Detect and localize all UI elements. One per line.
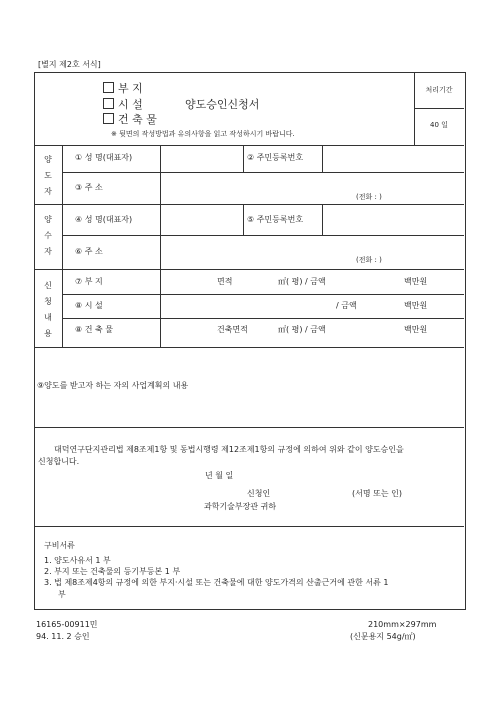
transferor-reg-label: ② 주민등록번호 [247,153,304,162]
building-row-field[interactable] [161,319,463,346]
site-money: 백만원 [404,277,428,286]
checkbox-building[interactable] [103,113,114,124]
form-title: 양도승인신청서 [185,98,260,111]
title-note: ※ 뒷면의 작성방법과 유의사항을 읽고 작성하시기 바랍니다. [111,130,295,138]
transferee-phone: (전화 : ) [356,256,382,264]
business-plan-field[interactable] [35,348,463,426]
transferee-name-field[interactable] [161,205,242,234]
title-option-site: 부 지 [103,82,143,95]
facility-money: 백만원 [404,301,428,310]
footer-paper-size: 210mm×297mm [368,620,437,629]
title-option-building: 건 축 물 [103,113,157,126]
transferee-section-label: 양 수 자 [44,215,52,256]
document-item-1: 1. 양도사유서 1 부 [44,556,111,565]
recipient: 과학기술부장관 귀하 [204,502,277,511]
building-money: 백만원 [404,325,428,334]
building-row-label: ⑧ 건 축 물 [75,325,113,334]
statement-line1: 대덕연구단지관리법 제8조제1항 및 동법시행령 제12조제1항의 규정에 의하여 위와 같이 양도승인을 [54,445,404,454]
documents-heading: 구비서류 [44,541,75,550]
site-area-label: 면적 [217,277,233,286]
business-plan-label: ⑨양도를 받고자 하는 자의 사업계획의 내용 [37,381,189,390]
title-option-facility: 시 설 [103,98,143,111]
facility-row-field[interactable] [161,295,463,317]
building-area-label: 건축면적 [217,325,248,334]
transferee-name-label: ④ 성 명(대표자) [75,215,133,224]
footer-form-number: 16165-00911민 [36,620,98,629]
statement-date: 년 월 일 [205,471,234,480]
site-row-label: ⑦ 부 지 [75,277,103,286]
applicant-label: 신청인 [247,489,271,498]
transferor-section-label: 양 도 자 [44,155,52,196]
facility-row-label: ⑧ 시 설 [75,301,103,310]
transferee-reg-field[interactable] [323,205,463,234]
site-unit: ㎡( 평) / 금액 [278,277,326,286]
facility-unit: / 금액 [336,301,357,310]
form-code: [별지 제2호 서식] [38,60,101,69]
application-section-label: 신 청 내 용 [44,281,52,338]
transferor-phone: (전화 : ) [356,193,382,201]
signature-label: (서명 또는 인) [352,489,402,498]
checkbox-site[interactable] [103,82,114,93]
document-item-3-cont: 부 [58,590,66,599]
processing-label: 처리기간 [425,86,453,94]
transferor-address-field[interactable] [161,173,463,203]
transferor-name-field[interactable] [161,146,242,171]
checkbox-facility[interactable] [103,98,114,109]
transferor-reg-field[interactable] [323,146,463,171]
footer-paper-type: (신문용지 54g/㎡) [350,632,416,641]
footer-approval: 94. 11. 2 승인 [36,632,90,641]
transferee-address-field[interactable] [161,236,463,268]
transferor-address-label: ③ 주 소 [75,183,103,192]
transferee-address-label: ⑥ 주 소 [75,247,103,256]
document-item-3: 3. 법 제8조제4항의 규정에 의한 부지·시설 또는 건축물에 대한 양도가격의 산출근거에 관한 서류 1 [44,578,389,587]
transferee-reg-label: ⑤ 주민등록번호 [247,215,304,224]
processing-value: 40 일 [430,121,448,129]
document-item-2: 2. 부지 또는 건축물의 등기부등본 1 부 [44,567,181,576]
site-row-field[interactable] [161,270,463,293]
statement-line2: 신청합니다. [38,457,80,466]
building-unit: ㎡( 평) / 금액 [278,325,326,334]
transferor-name-label: ① 성 명(대표자) [75,153,133,162]
